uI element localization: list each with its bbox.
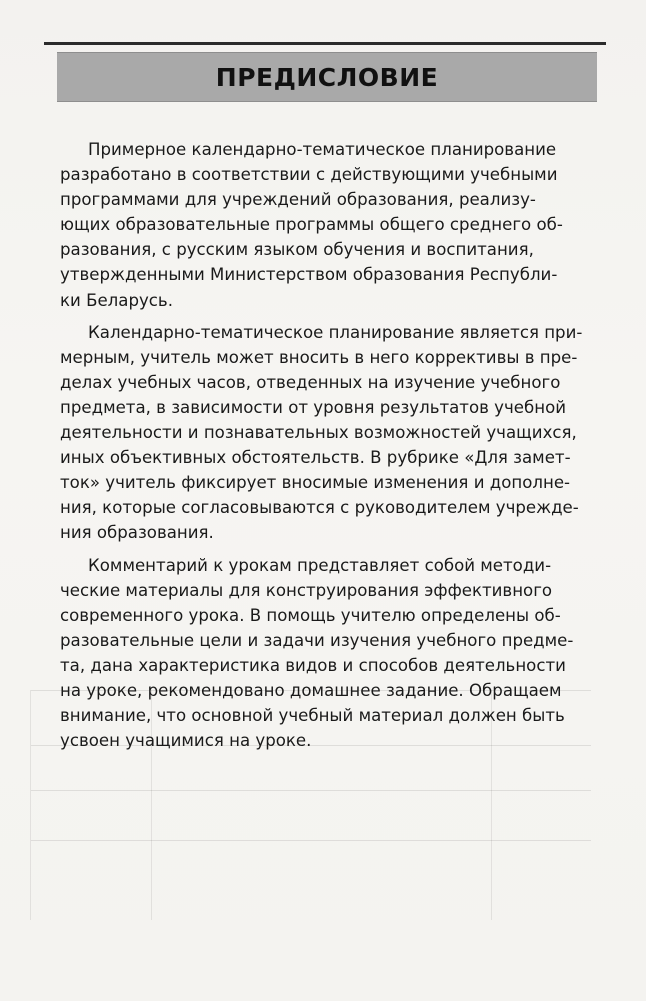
body-text bbox=[60, 137, 582, 753]
paragraph-1 bbox=[60, 137, 582, 313]
text-line: разовательные цели и задачи изучения учебного предме- bbox=[60, 630, 574, 650]
text-line: на уроке, рекомендовано домашнее задание. Обращаем bbox=[60, 680, 562, 700]
text-line: Календарно-тематическое планирование является при- bbox=[88, 322, 583, 342]
text-line: ния образования. bbox=[60, 523, 214, 543]
text-line: та, дана характеристика видов и способов деятельности bbox=[60, 655, 566, 675]
text-line: предмета, в зависимости от уровня результатов учебной bbox=[60, 397, 567, 417]
text-line: программами для учреждений образования, реализу- bbox=[60, 190, 536, 210]
text-line: ток» учитель фиксирует вносимые изменения и дополне- bbox=[60, 473, 571, 493]
paragraph-2 bbox=[60, 320, 582, 546]
text-line: внимание, что основной учебный материал должен быть bbox=[60, 706, 565, 726]
text-line: делах учебных часов, отведенных на изучение учебного bbox=[60, 372, 561, 392]
text-line: деятельности и познавательных возможностей учащихся, bbox=[60, 423, 577, 443]
top-rule bbox=[44, 42, 606, 45]
page-title: ПРЕДИСЛОВИЕ bbox=[215, 62, 439, 92]
text-line: современного урока. В помощь учителю определены об- bbox=[60, 605, 561, 625]
text-line: Комментарий к урокам представляет собой методи- bbox=[88, 555, 552, 575]
text-line: разработано в соответствии с действующими учебными bbox=[60, 165, 558, 185]
text-line: разования, с русским языком обучения и воспитания, bbox=[60, 240, 534, 260]
text-line: утвержденными Министерством образования Республи- bbox=[60, 265, 558, 285]
heading-band bbox=[57, 52, 597, 102]
text-line: иных объективных обстоятельств. В рубрике «Для замет- bbox=[60, 448, 571, 468]
text-line: ки Беларусь. bbox=[60, 290, 173, 310]
text-line: ния, которые согласовываются с руководителем учрежде- bbox=[60, 498, 579, 518]
paragraph-3 bbox=[60, 553, 582, 754]
text-line: ческие материалы для конструирования эффективного bbox=[60, 580, 553, 600]
text-line: усвоен учащимися на уроке. bbox=[60, 731, 312, 751]
text-line: мерным, учитель может вносить в него коррективы в пре- bbox=[60, 347, 578, 367]
text-line: Примерное календарно-тематическое планирование bbox=[88, 140, 557, 159]
text-line: ющих образовательные программы общего среднего об- bbox=[60, 215, 563, 235]
